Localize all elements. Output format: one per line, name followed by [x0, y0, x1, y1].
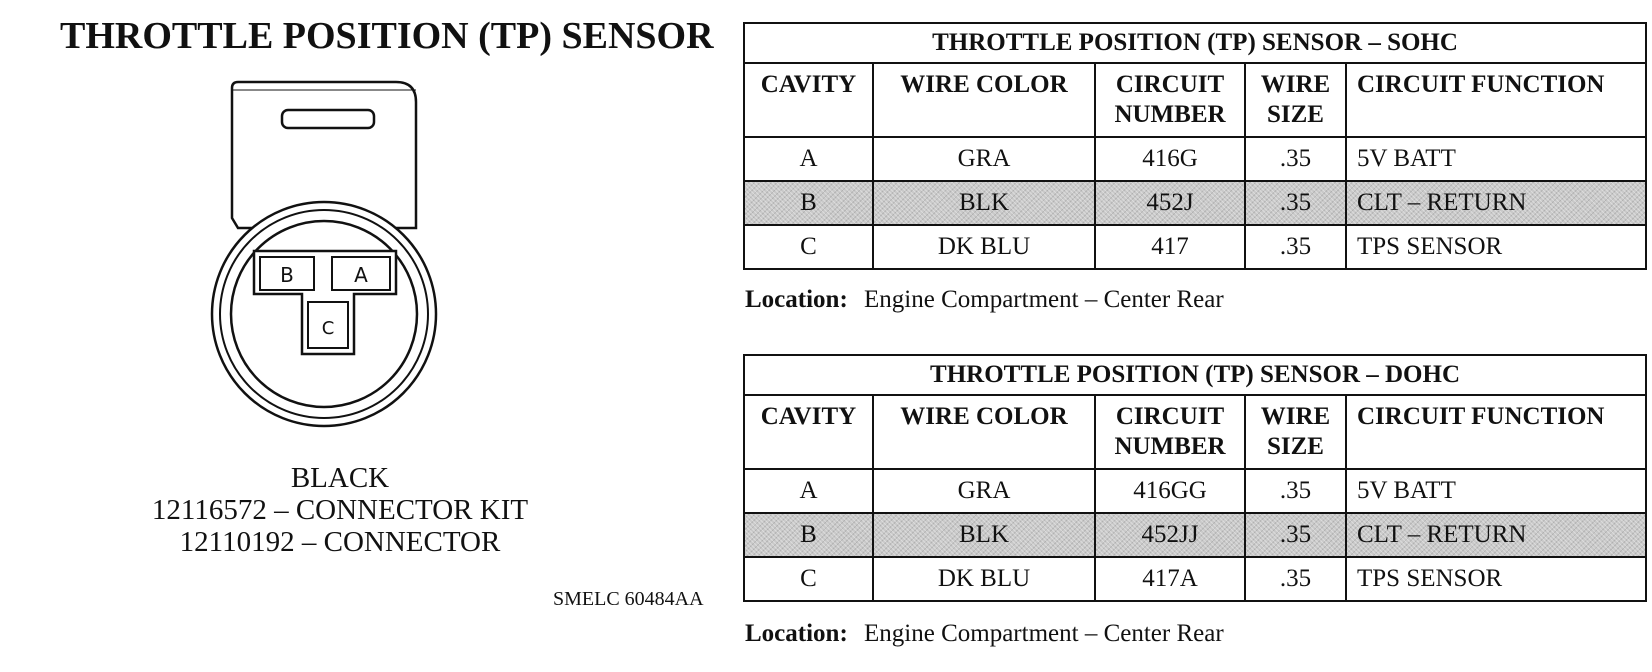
- column-header-wire-color: WIRE COLOR: [873, 395, 1095, 469]
- column-header-cavity: CAVITY: [744, 63, 873, 137]
- table-row: [744, 225, 1646, 269]
- table-title: THROTTLE POSITION (TP) SENSOR – SOHC: [744, 23, 1646, 63]
- table-row: [744, 513, 1646, 557]
- cell-wire-size: .35: [1245, 181, 1346, 225]
- cell-circuit-function: TPS SENSOR: [1346, 225, 1646, 269]
- cell-cavity: C: [744, 557, 873, 601]
- table-row: [744, 181, 1646, 225]
- sohc-pinout-table: [743, 22, 1647, 270]
- dohc-pinout-table: [743, 354, 1647, 602]
- cell-circuit-number: 452J: [1095, 181, 1245, 225]
- header-line: WIRE: [1260, 71, 1331, 98]
- cell-circuit-function: TPS SENSOR: [1346, 557, 1646, 601]
- cell-circuit-function: 5V BATT: [1346, 469, 1646, 513]
- cell-circuit-function: 5V BATT: [1346, 137, 1646, 181]
- latch-slot: [282, 110, 374, 128]
- column-header-wire-size: [1245, 63, 1346, 137]
- cell-circuit-function: CLT – RETURN: [1346, 181, 1646, 225]
- header-line: SIZE: [1267, 433, 1324, 460]
- dohc-location: [745, 620, 1224, 648]
- cell-wire-color: BLK: [873, 513, 1095, 557]
- cell-wire-size: .35: [1245, 513, 1346, 557]
- cavity-label-c: C: [321, 318, 335, 339]
- cell-wire-color: GRA: [873, 137, 1095, 181]
- sohc-location: [745, 286, 1224, 314]
- connector-kit-number: 12116572 – CONNECTOR KIT: [151, 494, 529, 526]
- cell-wire-size: .35: [1245, 557, 1346, 601]
- table-row: [744, 469, 1646, 513]
- page-title: THROTTLE POSITION (TP) SENSOR: [60, 15, 714, 57]
- cell-cavity: B: [744, 181, 873, 225]
- header-line: WIRE: [1260, 403, 1331, 430]
- figure-id: SMELC 60484AA: [553, 588, 704, 610]
- cell-cavity: C: [744, 225, 873, 269]
- cavity-label-b: B: [280, 263, 294, 287]
- connector-caption: [100, 462, 580, 558]
- column-header-wire-color: WIRE COLOR: [873, 63, 1095, 137]
- cell-circuit-number: 417A: [1095, 557, 1245, 601]
- cell-circuit-number: 452JJ: [1095, 513, 1245, 557]
- cavity-label-a: A: [354, 263, 368, 287]
- header-line: CIRCUIT: [1115, 71, 1225, 98]
- location-value: Engine Compartment – Center Rear: [864, 620, 1224, 647]
- location-label: Location:: [745, 620, 848, 647]
- column-header-cavity: CAVITY: [744, 395, 873, 469]
- cell-wire-color: DK BLU: [873, 225, 1095, 269]
- cell-circuit-number: 417: [1095, 225, 1245, 269]
- cell-cavity: A: [744, 137, 873, 181]
- column-header-wire-size: [1245, 395, 1346, 469]
- cell-circuit-function: CLT – RETURN: [1346, 513, 1646, 557]
- connector-face-diagram: [210, 78, 470, 438]
- cell-circuit-number: 416G: [1095, 137, 1245, 181]
- location-value: Engine Compartment – Center Rear: [864, 286, 1224, 313]
- cell-wire-size: .35: [1245, 469, 1346, 513]
- header-line: NUMBER: [1114, 433, 1226, 460]
- header-line: NUMBER: [1114, 101, 1226, 128]
- column-header-circuit-number: [1095, 63, 1245, 137]
- cell-wire-color: BLK: [873, 181, 1095, 225]
- table-row: [744, 137, 1646, 181]
- table-title: THROTTLE POSITION (TP) SENSOR – DOHC: [744, 355, 1646, 395]
- connector-part-number: 12110192 – CONNECTOR: [179, 526, 501, 558]
- column-header-circuit-function: CIRCUIT FUNCTION: [1346, 395, 1646, 469]
- connector-color: BLACK: [290, 462, 390, 494]
- table-row: [744, 557, 1646, 601]
- location-label: Location:: [745, 286, 848, 313]
- cell-circuit-number: 416GG: [1095, 469, 1245, 513]
- column-header-circuit-function: CIRCUIT FUNCTION: [1346, 63, 1646, 137]
- cell-cavity: B: [744, 513, 873, 557]
- cell-wire-size: .35: [1245, 225, 1346, 269]
- column-header-circuit-number: [1095, 395, 1245, 469]
- cell-wire-color: GRA: [873, 469, 1095, 513]
- cell-wire-size: .35: [1245, 137, 1346, 181]
- header-line: CIRCUIT: [1115, 403, 1225, 430]
- cell-cavity: A: [744, 469, 873, 513]
- cell-wire-color: DK BLU: [873, 557, 1095, 601]
- header-line: SIZE: [1267, 101, 1324, 128]
